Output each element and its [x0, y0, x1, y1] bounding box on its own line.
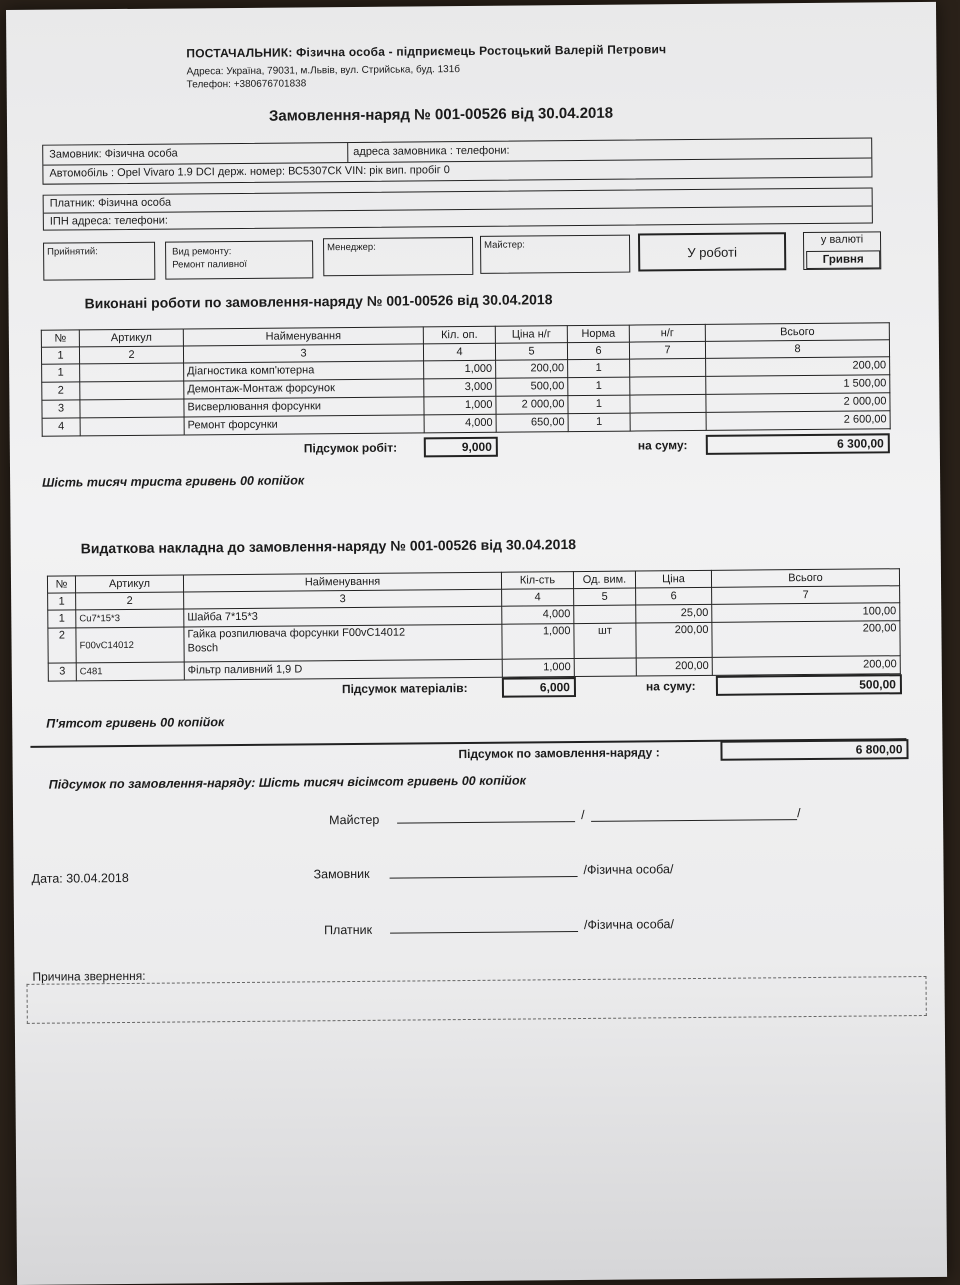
cell-total: 1 500,00: [706, 375, 890, 395]
col-number: 2: [79, 346, 183, 364]
payer-box: [43, 187, 873, 230]
cell-norm: 1: [568, 395, 630, 414]
cell-total: 100,00: [712, 603, 900, 623]
materials-sum-label: на суму:: [645, 679, 696, 694]
cell-number: 1: [48, 610, 76, 628]
cell-qty: 4,000: [502, 606, 574, 625]
reason-label: Причина звернення:: [32, 968, 146, 984]
cell-number: 4: [42, 418, 80, 436]
cell-unit: шт: [574, 623, 636, 659]
currency-label: у валюті: [820, 233, 864, 246]
document-date: Дата: 30.04.2018: [31, 870, 129, 886]
col-number: 5: [574, 588, 636, 606]
works-sum-words: Шість тисяч триста гривень 00 копійок: [42, 473, 305, 490]
payer-signature-label: Платник: [323, 922, 373, 938]
cell-price: 500,00: [496, 378, 568, 397]
col-header: Всього: [705, 323, 889, 342]
cell-total: 200,00: [712, 621, 900, 658]
col-header: Кіл-сть: [501, 572, 573, 590]
manager-label: Менеджер:: [327, 241, 376, 254]
works-title: Виконані роботи по замовлення-наряду № 001-00526 від 30.04.2018: [84, 291, 553, 312]
col-header: Норма: [567, 325, 629, 343]
payer-ipn: ІПН адреса: телефони:: [49, 214, 169, 228]
cell-price: 2 000,00: [496, 396, 568, 415]
cell-article: [80, 399, 184, 418]
repair-type-label: Вид ремонту:: [172, 246, 232, 258]
cell-price: 200,00: [636, 657, 712, 676]
col-number: 7: [629, 341, 705, 359]
cell-article: C481: [76, 662, 184, 681]
materials-subtotal-label: Підсумок матеріалів:: [341, 680, 468, 697]
works-subtotal-label: Підсумок робіт:: [303, 440, 398, 456]
col-header: Найменування: [183, 327, 423, 346]
cell-number: 3: [42, 400, 80, 418]
col-header: Найменування: [183, 572, 501, 592]
cell-unit: [574, 658, 636, 677]
col-header: Од. вим.: [573, 571, 635, 589]
cell-price: 25,00: [636, 604, 712, 623]
col-number: 7: [712, 586, 900, 605]
materials-subtotal-qty: 6,000: [502, 677, 576, 698]
cell-name: Шайба 7*15*3: [184, 606, 502, 627]
cell-qty: 3,000: [424, 378, 496, 397]
cell-price: 200,00: [496, 360, 568, 379]
status-value: У роботі: [687, 244, 737, 261]
cell-number: 3: [48, 663, 76, 681]
cell-name: Ремонт форсунки: [184, 415, 424, 435]
cell-nh: [630, 358, 706, 377]
col-number: 6: [636, 587, 712, 605]
cell-number: 1: [42, 364, 80, 382]
payer-role: /Фізична особа/: [583, 917, 674, 932]
materials-title: Видаткова накладна до замовлення-наряду № 001-00526 від 30.04.2018: [80, 536, 577, 557]
cell-name: Демонтаж-Монтаж форсунок: [184, 379, 424, 399]
cell-total: 200,00: [706, 357, 890, 377]
cell-norm: 1: [568, 413, 630, 432]
col-number: 3: [184, 589, 502, 609]
cell-article: Cu7*15*3: [76, 609, 184, 628]
slash: /: [580, 807, 585, 823]
cell-number: 2: [42, 382, 80, 400]
col-number: 3: [183, 344, 423, 363]
slash: /: [796, 806, 801, 821]
status-box: [638, 232, 786, 271]
order-sheet: [6, 2, 947, 1285]
col-number: 6: [567, 342, 629, 360]
customer-box: [42, 137, 872, 184]
cell-nh: [630, 376, 706, 395]
cell-nh: [630, 394, 706, 413]
cell-norm: 1: [568, 359, 630, 378]
works-subtotal-qty: 9,000: [424, 437, 498, 458]
customer-signature-label: Замовник: [313, 866, 370, 882]
cell-total: 200,00: [712, 656, 900, 676]
repair-type-box: [165, 240, 313, 279]
master-signature-label: Майстер: [329, 812, 380, 828]
supplier-phone: Телефон: +380676701838: [186, 78, 307, 91]
cell-name-line: Гайка розпилювача форсунки F00vC14012: [187, 626, 406, 641]
col-number: 4: [423, 343, 495, 361]
master-name-line: [591, 819, 797, 822]
col-header: Артикул: [75, 575, 183, 593]
cell-name: Фільтр паливний 1,9 D: [184, 659, 502, 680]
col-number: 2: [76, 592, 184, 610]
payer-signature-line: [390, 931, 578, 934]
cell-unit: [574, 605, 636, 624]
reason-box: [26, 976, 926, 1024]
col-number: 4: [502, 589, 574, 607]
cell-number: 2: [48, 628, 76, 663]
order-total-label: Підсумок по замовлення-наряду :: [458, 745, 660, 762]
cell-total: 2 000,00: [706, 393, 890, 413]
cell-price: 200,00: [636, 622, 712, 658]
repair-type-value: Ремонт паливної: [172, 258, 248, 271]
cell-article: [80, 363, 184, 382]
col-header: №: [41, 330, 79, 347]
cell-name: Висверлювання форсунки: [184, 397, 424, 417]
col-header: Ціна н/г: [495, 326, 567, 344]
col-number: 5: [495, 343, 567, 361]
cell-qty: 1,000: [424, 360, 496, 379]
col-header: Артикул: [79, 329, 183, 347]
col-header: №: [47, 576, 75, 593]
manager-box: [323, 237, 473, 276]
customer-name: Замовник: Фізична особа: [49, 147, 178, 161]
order-total-value: 6 800,00: [720, 739, 908, 761]
cell-qty: 1,000: [424, 396, 496, 415]
customer-signature-line: [390, 876, 578, 879]
materials-sum-words: П'ятсот гривень 00 копійок: [46, 715, 225, 731]
works-sum-value: 6 300,00: [706, 433, 890, 455]
currency-box: [803, 231, 881, 270]
currency-value: Гривня: [806, 250, 880, 269]
accepted-label: Прийнятий:: [47, 246, 98, 258]
master-signature-line: [397, 821, 575, 824]
cell-price: 650,00: [496, 414, 568, 433]
works-sum-label: на суму:: [637, 438, 688, 453]
accepted-box: [43, 242, 155, 281]
col-header: Кіл. оп.: [423, 326, 495, 344]
payer-name: Платник: Фізична особа: [49, 196, 172, 210]
master-label: Майстер:: [484, 239, 525, 251]
supplier-line: ПОСТАЧАЛЬНИК: Фізична особа - підприємець Ростоцький Валерій Петрович: [186, 42, 667, 61]
customer-role: /Фізична особа/: [583, 862, 674, 877]
cell-total: 2 600,00: [706, 411, 890, 431]
cell-qty: 1,000: [502, 659, 574, 678]
cell-article: [80, 381, 184, 400]
master-box: [480, 235, 630, 274]
cell-name: [184, 624, 502, 662]
col-number: 1: [48, 593, 76, 610]
cell-qty: 4,000: [424, 414, 496, 433]
cell-qty: 1,000: [502, 624, 574, 660]
col-header: Всього: [711, 569, 899, 588]
cell-name: Діагностика комп'ютерна: [184, 361, 424, 381]
cell-name-line: Bosch: [187, 642, 219, 655]
col-number: 1: [41, 347, 79, 364]
customer-address: адреса замовника : телефони:: [353, 144, 510, 158]
col-header: н/г: [629, 324, 705, 342]
cell-article: [80, 417, 184, 436]
car-info: Автомобіль : Opel Vivaro 1.9 DCI держ. номер: ВС5307СК VIN: рік вип. пробіг 0: [49, 164, 450, 180]
col-number: 8: [705, 340, 889, 359]
order-total-words: Підсумок по замовлення-наряду: Шість тисяч вісімсот гривень 00 копійок: [48, 773, 526, 792]
cell-article: F00vC14012: [76, 627, 184, 663]
col-header: Ціна: [635, 570, 711, 588]
cell-norm: 1: [568, 377, 630, 396]
works-table: [41, 322, 891, 436]
supplier-address: Адреса: Україна, 79031, м.Львів, вул. Стрийська, буд. 131б: [186, 64, 461, 78]
document-title: Замовлення-наряд № 001-00526 від 30.04.2018: [268, 104, 614, 125]
cell-nh: [630, 412, 706, 431]
materials-sum-value: 500,00: [716, 674, 902, 696]
materials-table: [47, 568, 901, 681]
